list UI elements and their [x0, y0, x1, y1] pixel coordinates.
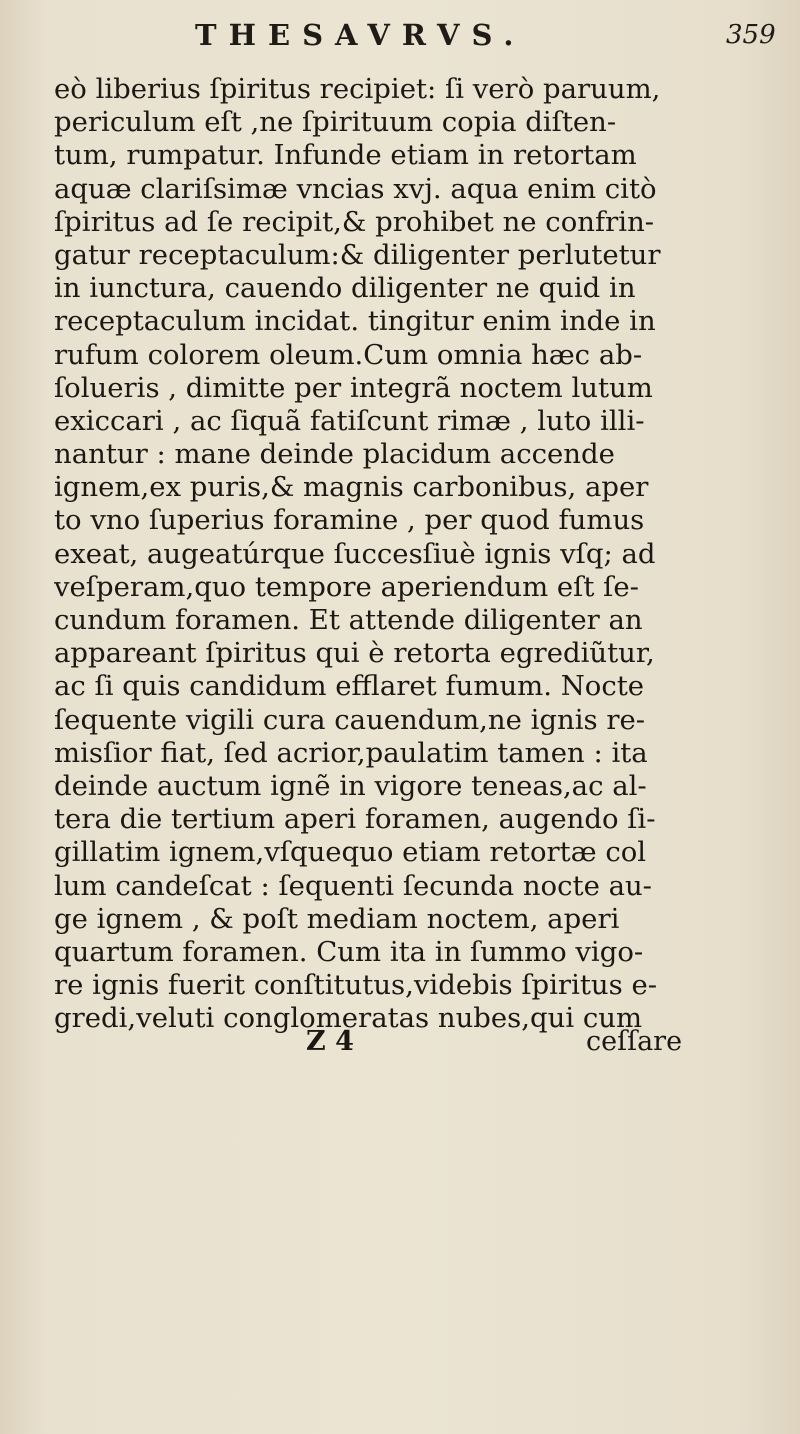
text-line: ge ignem , & poſt mediam noctem, aperi — [54, 902, 620, 935]
text-line: veſperam,quo tempore aperiendum eſt ſe- — [54, 570, 639, 603]
text-line: quartum foramen. Cum ita in ſummo vigo- — [54, 935, 644, 968]
text-line: exeat, augeatúrque ſuccesſiuè ignis vſq; ad — [54, 537, 656, 570]
text-line: deinde auctum ignẽ in vigore teneas,ac al- — [54, 769, 647, 802]
text-line: to vno ſuperius foramine , per quod fumus — [54, 504, 645, 537]
text-line: tera die tertium aperi foramen, augendo ſi- — [54, 803, 656, 836]
body-text — [54, 73, 774, 1035]
text-line: ignem,ex puris,& magnis carbonibus, aper — [54, 471, 649, 504]
text-line: ſpiritus ad ſe recipit,& prohibet ne confrin- — [54, 205, 655, 238]
running-head: THESAVRVS. — [195, 18, 526, 52]
text-line: appareant ſpiritus qui è retorta egrediũtur, — [54, 637, 655, 670]
text-line: tum, rumpatur. Infunde etiam in retortam — [54, 139, 637, 172]
catchword: ceſſare — [586, 1026, 683, 1057]
text-line: gillatim ignem,vſquequo etiam retortæ col — [54, 836, 647, 869]
text-line: ac ſi quis candidum efflaret fumum. Nocte — [54, 670, 645, 703]
signature-mark: Z 4 — [306, 1026, 354, 1057]
text-line: cundum foramen. Et attende diligenter an — [54, 604, 643, 636]
text-line: gredi,veluti conglomeratas nubes,qui cum — [54, 1002, 643, 1035]
text-line: lum candeſcat : ſequenti ſecunda nocte au- — [54, 869, 652, 902]
text-line: nantur : mane deinde placidum accende — [54, 438, 615, 471]
text-line: rufum colorem oleum.Cum omnia hæc ab- — [54, 338, 643, 371]
text-line: eò liberius ſpiritus recipiet: ſi verò paruum, — [54, 73, 661, 105]
text-line: misſior fiat, ſed acrior,paulatim tamen : ita — [54, 736, 648, 769]
text-line: gatur receptaculum:& diligenter perlutetur — [54, 238, 661, 271]
text-line: ſolueris , dimitte per integrã noctem lutum — [54, 371, 653, 404]
text-line: ſequente vigili cura cauendum,ne ignis re- — [54, 703, 646, 736]
text-line: receptaculum incidat. tingitur enim inde in — [54, 305, 656, 338]
text-line: exiccari , ac ſiquã fatiſcunt rimæ , luto illi- — [54, 404, 645, 437]
text-line: in iunctura, cauendo diligenter ne quid in — [54, 272, 636, 305]
text-line: re ignis fuerit conſtitutus,videbis ſpiritus e- — [54, 969, 658, 1002]
text-line: periculum eſt ,ne ſpirituum copia diſten- — [54, 106, 617, 139]
text-line: aquæ clariſsimæ vncias xvj. aqua enim citò — [54, 172, 657, 205]
page-number: 359 — [726, 20, 776, 50]
